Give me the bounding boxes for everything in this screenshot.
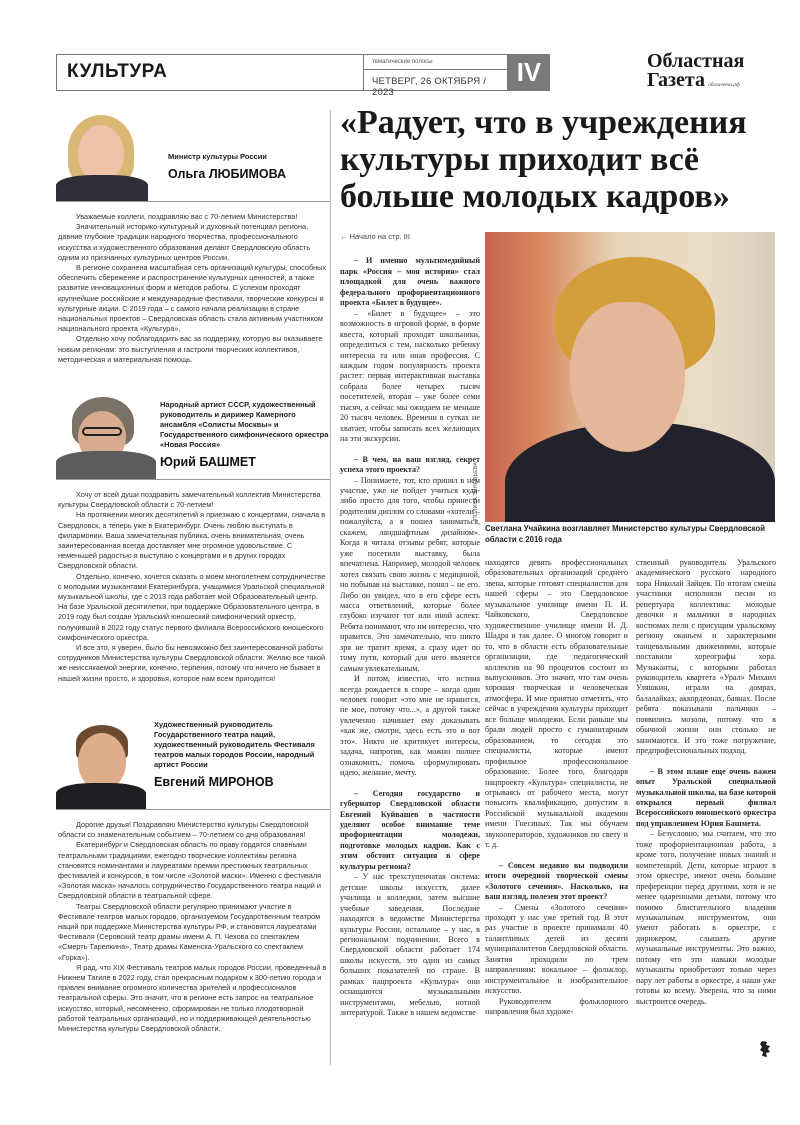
portrait-photo-mironov [56,723,146,809]
interview-answer: ственный руководитель Уральского академического русского народного хора Николай Зайцев. По итогам смены участники исполняли песни из репертуара коллектива: молодые девочки и мальчики в народных костюмах пели с присущим уральскому региону оканьем и характерными танцевальными движениями, которые поставили хореографы хора. Музыканты, с которыми работал руководитель квартета «Урал» Михаил Уляшкин, играли на домрах, балалайках, аккордеонах, баянах. После ребята показывали пальчики – появились мозоли, потому что в обычной жизни они столько не занимаются. И это тоже погружение, предпрофессиональных подход. [636,558,776,756]
photo-caption: Светлана Учайкина возглавляет Министерство культуры Свердловской области с 2016 года [485,524,766,544]
person-name: Евгений МИРОНОВ [154,775,274,789]
letter-lyubimova [56,212,330,390]
letter-paragraph: Театры Свердловской области регулярно принимают участие в Фестивале театров малых городов, организуемом Государственным театром наций при поддержке Министерства культуры РФ, и становятся лауреатами Фестиваля (Серовский театр драмы имени А. П. Чехова со спектаклем «Смерть Тарелкина», Театр драмы Каменска-Уральского со спектаклем «Горка»). [58,901,321,962]
caption-bashmet [160,400,330,469]
end-of-article-emblem-icon [758,1040,772,1058]
article-column-3 [636,558,776,1007]
rubric-box [56,54,364,91]
issue-meta [364,54,508,98]
interview-question: – Совсем недавно вы подводили итоги очередной творческой смены «Золотого сечения». Насколько, на ваш взгляд, полезен этот проект? [485,860,628,902]
interview-answer: находятся девять профессиональных образовательных организаций среднего звена, которые готовят специалистов для нашей сферы – это Свердловское музыкальное училище имени П. И. Чайковского, Свердловское художественное училище имени И. Д. Шадра и так далее. О многом говорит и то, что в области есть образовательные организации, где педагогический коллектив на 90 процентов состоит из выпускников. Это значит, что там очень хорошая творческая и человеческая атмосфера. И мне приятно отметить, что сейчас в учреждения культуры приходит все больше молодежи. Если раньше мы брали людей просто с гуманитарным образованием, то сегодня это специалисты, которые имеют профильное профессиональное образование. Более того, благодаря нацпроекту «Культура» специалисты, не отрываясь от рабочего места, могут повысить квалификацию, допустим в Российской музыкальной академии имени Гнесиных. Так мы обучаем звукооператоров, художников по свету и т. д. [485,558,628,850]
interview-answer: Руководителем фольклорного направления был художе- [485,996,628,1017]
article-column-2 [485,558,628,1017]
brand-url[interactable]: облгазета.рф [707,82,740,88]
caption-lyubimova [168,152,328,181]
page-number: IV [508,54,550,91]
masthead [56,50,770,98]
interview-answer: – Смены «Золотого сечения» проходят у нас уже третий год. В этот раз участие в проекте принимали 40 талантливых детей из десяти муниципалитетов Свердловской области. Занятия проходили по трем направлениям: вокальное – фольклор, инструментальное и изобразительное искусство. [485,902,628,996]
person-role: Художественный руководитель Государственного театра наций, художественный руководитель Фестиваля театров малых городов России, народный артист России [154,720,315,769]
person-name: Ольга ЛЮБИМОВА [168,167,287,181]
newspaper-logo[interactable] [647,52,744,95]
letter-paragraph: Отдельно хочу поблагодарить вас за поддержку, которую вы оказываете новым регионам: это выступления и гастроли творческих коллективов, методическая и материальная помощь. [58,334,323,364]
interview-answer: – У нас трехступенчатая система: детские школы искусств, далее училища и колледжи, затем высшие учебные заведения. Последние находятся в ведомстве Министерства культуры России, остальное – у нас, в региональном подчинении. Всего в Свердловской области работает 174 школы искусств, это один из самых больших показателей по стране. В рамках нацпроекта «Культура» они оснащаются музыкальными инструментами, мебелью, нотной литературой. Также в нашем ведомстве [340,872,480,1018]
photo-credit: ПОЛИНА ЗИНОВЬЕВА [473,461,479,520]
letter-mironov [56,820,330,1034]
issue-date: ЧЕТВЕРГ, 26 ОКТЯБРЯ / 2023 [372,76,487,98]
article-headline: «Радует, что в учреждения культуры приходит всё больше молодых кадров» [340,104,747,215]
brand-line2: Газета [647,69,705,91]
letter-paragraph: Дорогие друзья! Поздравляю Министерство культуры Свердловской области со знаменательным событием – 70-летием со дня образования! [58,820,309,840]
person-role: Народный артист СССР, художественный руководитель и дирижер Камерного ансамбля «Солисты Москвы» и Государственного симфонического оркестра «Новая Россия» [160,400,329,449]
interview-question: – В чем, на ваш взгляд, секрет успеха этого проекта? [340,454,480,475]
letter-paragraph: Екатеринбург и Свердловская область по праву гордятся славными театральными традициями, ежегодно творческие коллективы региона становятся номинантами и лауреатами премии престижных театральных фестивалей и конкурсов, в том числе «Золотой маски». Именно с фестиваля «Золотая маска» началось сотрудничество Государственного театра наций и Свердловской области в театральной сфере. [58,840,322,901]
letter-bashmet [56,490,330,712]
letter-paragraph: На протяжении многих десятилетий я приезжаю с концертами, сначала в Свердловск, а теперь уже в Екатеринбург. Очень люблю выступать в филармонии. Ваша замечательная публика, очень внимательная, очень заинтересованная всегда доставляет мне огромное удовольствие. С неменьшей радостью я выступаю с концертами и в других городах Свердловской области. [58,510,326,571]
letter-paragraph: Отдельно, конечно, хочется сказать о моем многолетнем сотрудничестве с молодыми музыкантами Екатеринбурга, учащимися Уральской специальной музыкальной школы, где с 2013 года работает мой Образовательный центр. На базе Уральской десятилетки, при поддержке Образовательного центра, в 2019 году был создан Уральский юношеский симфонический оркестр, получивший в 2022 году статус первого филиала Всероссийского юношеского симфонического оркестра. [58,571,326,642]
profile-bashmet [56,390,330,480]
interview-question: – В этом плане еще очень важен опыт Уральской специальной музыкальной школы, на базе которой открылся первый филиал Всероссийского юношеского оркестра под управлением Юрия Башмета. [636,766,776,828]
person-role: Министр культуры России [168,152,267,161]
letter-paragraph: Уважаемые коллеги, поздравляю вас с 70-летием Министерства! [76,212,298,221]
letter-paragraph: И все это, я уверен, было бы невозможно без заинтересованной работы сотрудников Министерства культуры Свердловской области. Желаю все такой же неиссякаемой энергии, конечно, терпения, потому что ничего не бывает в нашей жизни просто, и здоровья, которое нам всем пригодится! [58,643,326,683]
interview-answer: И потом, известно, что истина всегда рождается в споре – когда один человек говорит «это мне не нравится, не мое, потому что...», а другой также увлеченно начинает ему доказывать «как же, смотри, здесь есть это и вот это». Никто не критикует интересы, задача, напротив, как можно полнее ознакомить, помочь сформулировать идею, желание, мечту. [340,674,480,778]
letter-paragraph: В регионе сохранена масштабная сеть организаций культуры, способных обеспечить сбережение и распространение культурных ценностей, а также развитие инновационных форм и методов работы. С успехом проходят крупнейшие российские и международные фестивали, творческие конкурсы и культурные акции. С 2019 года – с самого начала реализации в стране национальных проектов – Свердловская область стала активным участником национального проекта «Культура». [58,263,327,334]
section-label: тематические полосы [364,55,507,70]
interview-answer: – Понимаете, тот, кто принял в нем участие, уже не пойдет учиться куда-либо просто для того, чтобы принести родителям диплом со словами «хотели – пожалуйста, а я пошел заниматься, скажем, ландшафтным дизайном». Когда я читала отзывы ребят, которые уже посетили выставку, была впечатлена. Например, молодой человек хотел связать свою жизнь с медициной, но побывав на выставке, понял – не его. Либо он увидел, что в его сфере есть масса ответвлений, которые более глубоко изучают тот или иной аспект. Ребята понимают, что им интересно, что нравится. Это замечательно, что никто зря не тратит время, а сразу идет по тому пути, который для него является самым увлекательным. [340,475,480,673]
interview-answer: – Безусловно, мы считаем, что это тоже профориентационная работа, а кроме того, получение новых знаний и компетенций. Дети, которые играют в этом оркестре, имеют очень большие преференции перед другими, хотя и не менее одаренными детьми, потому что помимо блистательного владения музыкальным инструментом, они умеют работать в оркестре, с дирижером, слышать другие музыкальные инструменты. Это важно, потому что эти навыки молодые музыканты приобретают только через пару лет работы в оркестре, а наши уже готовы ко всему. Уверена, что за ними выстроится очередь. [636,829,776,1006]
article-column-1 [340,232,480,1019]
brand-line1: Областная [647,50,745,72]
continued-from-link[interactable]: ← Начало на стр. III [340,232,410,241]
portrait-photo-bashmet [56,397,156,479]
interview-question: – Сегодня государство и губернатор Свердловской области Евгений Куйвашев в частности уделяют особое внимание теме профориентации молодежи, подготовке молодых кадров. Как с этим обстоит ситуация в сфере культуры региона? [340,788,480,871]
greetings-column [56,110,331,1065]
letter-paragraph: Значительный историко-культурный и духовный потенциал региона, давние глубокие традиции народного творчества, профессионального искусства и художественного образования делают Свердловскую область одним из признанных культурных центров России. [58,222,311,262]
interview-answer: – «Билет в будущее» – это возможность в игровой форме, в форме квеста, который проходят школьники, определиться с тем, насколько ребенку интересна та или иная профессия. С каждым годом популярность проекта растет: первая интерактивная выставка собрала более четырех тысяч посетителей, вторая – уже более семи тысяч, а сейчас мы ожидаем не меньше 20 тысяч человек. Времени в сутках не хватает, чтобы записать всех желающих на эти экскурсии. [340,308,480,444]
letter-paragraph: Хочу от всей души поздравить замечательный коллектив Министерства культуры Свердловской области с 70-летием! [58,490,321,510]
letter-paragraph: Я рад, что XIX Фестиваль театров малых городов России, проведенный в Нижнем Тагиле в 2022 году, стал прекрасным подарком к 300-летию города и привлек внимание огромного количества зрителей и профессионалов театральной сферы. Это значит, что в регионе есть запрос на театральное искусство, который, несомненно, сформирован не только плодотворной работой театральных организаций, но и поддерживающей деятельностью Министерства культуры Свердловской области. [58,962,327,1034]
section-rubric: КУЛЬТУРА [67,61,168,82]
interview-photo [485,232,775,522]
person-name: Юрий БАШМЕТ [160,455,256,469]
interview-question: – И именно мультимедийный парк «Россия – моя история» стал площадкой для очень важного федерального профориентационного проекта «Билет в будущее». [340,256,480,308]
profile-lyubimova [56,110,330,202]
portrait-photo-lyubimova [56,113,148,201]
profile-mironov [56,712,330,810]
caption-mironov [154,720,330,789]
